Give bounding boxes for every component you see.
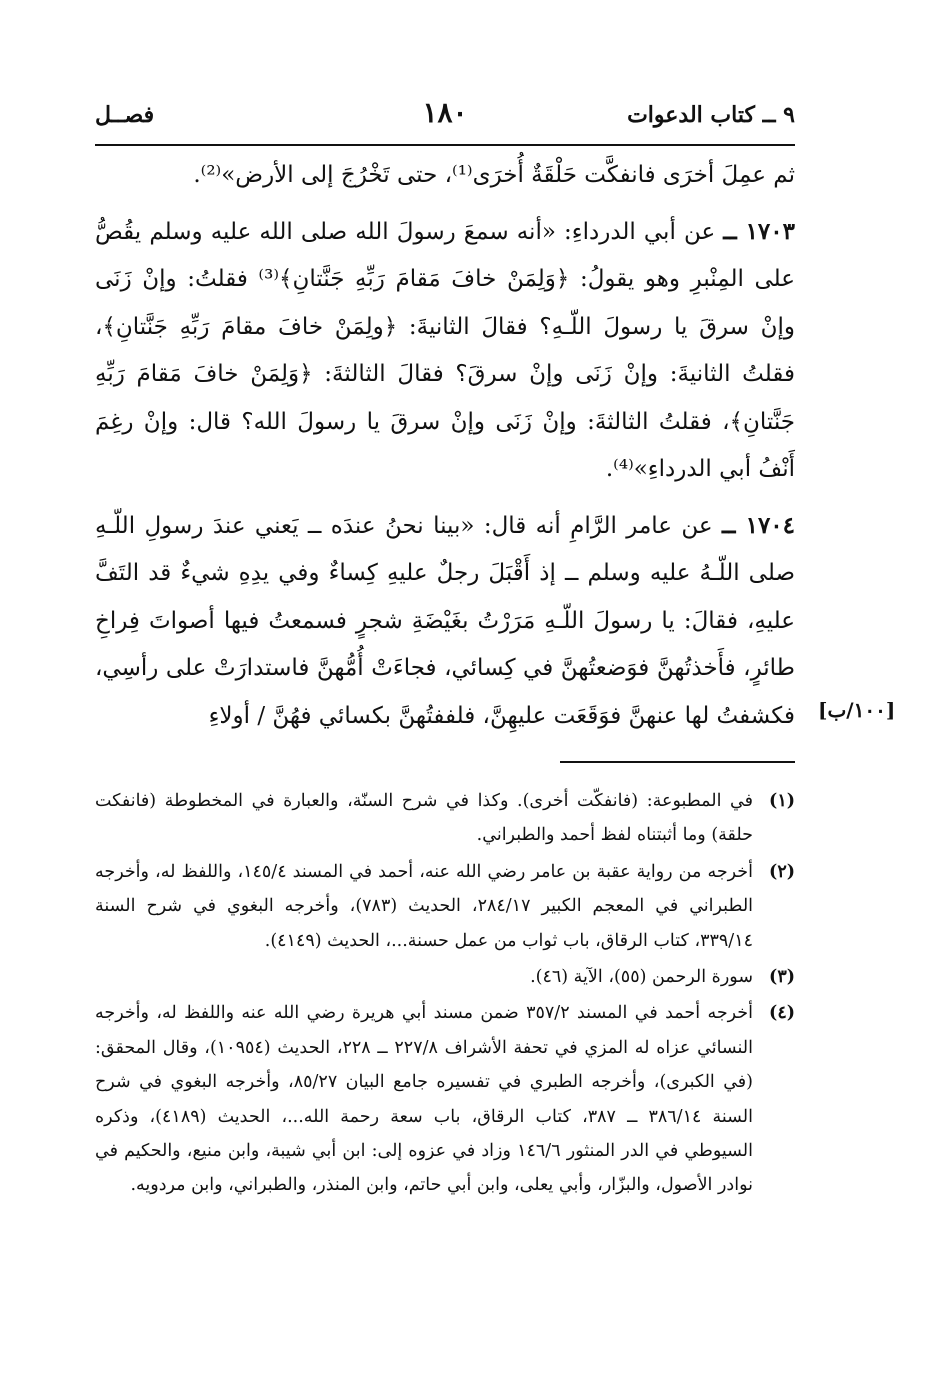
paragraph-continuation <box>95 152 795 200</box>
footnote-text: في المطبوعة: (فانفكّت أخرى). وكذا في شرح السنّة، والعبارة في المخطوطة (فانفكت حلقة) وما أثبتناه لفظ أحمد والطبراني. <box>95 791 753 846</box>
footnote <box>95 784 795 853</box>
paragraph-text: ثم عمِلَ أخرَى فانفكَّت حَلْقَةٌ أُخرَى⁽¹⁾، حتى تَخْرُجَ إلى الأرض»⁽²⁾. <box>193 162 795 188</box>
footnote <box>95 855 795 958</box>
footnote-rule <box>560 761 795 763</box>
paragraph-text: عن عامر الرَّامِ أنه قال: «بينا نحنُ عندَه ــ يَعني عندَ رسولِ اللّـهِ صلى اللّـهُ عليه وسلم ــ إذ أَقْبَلَ رجلٌ عليهِ كِساءٌ وفي يدِهِ شيءٌ قد التَفَّ عليهِ، فقالَ: يا رسولَ اللّـهِ مَرَرْتُ بغَيْضَةِ شجرٍ فسمعتُ فيها أصواتَ فِراخِ طائرٍ، فأَخذتُهنَّ فوَضعتُهنَّ في كِسائي، فجاءَتْ أُمُّهنَّ فاستدارَتْ على رأسِي، فكشفتُ لها عنهنَّ فوَقَعَت عليهِنَّ، فلففتُهنَّ بكسائي فهُنَّ / أولاءِ <box>95 512 795 729</box>
footnote-number: (٤) <box>769 1003 795 1024</box>
hadith-number: ١٧٠٤ ــ <box>722 511 796 539</box>
manuscript-folio-note: [١٠٠/ب] <box>818 698 896 722</box>
paragraph-text: عن أبي الدرداءِ: «أنه سمعَ رسولَ الله صلى الله عليه وسلم يقُصُّ على المِنْبرِ وهو يقولُ: ﴿وَلِمَنْ خافَ مَقامَ رَبِّهِ جَنَّتانِ﴾⁽³⁾ فقلتُ: وإنْ زَنَى وإنْ سرقَ يا رسولَ اللّـهِ؟ فقالَ الثانيةَ: ﴿ولِمَنْ خافَ مقامَ رَبِّهِ جَنَّتانِ﴾، فقلتُ الثانيةَ: وإنْ زَنَى وإنْ سرقَ؟ فقالَ الثالثةَ: ﴿وَلِمَنْ خافَ مَقامَ رَبِّهِ جَنَّتانِ﴾، فقلتُ الثالثةَ: وإنْ زَنَى وإنْ سرقَ يا رسولَ الله؟ قال: وإنْ رغِمَ أَنْفُ أبي الدرداءِ»⁽⁴⁾. <box>95 218 795 482</box>
footnote-number: (٣) <box>769 967 795 988</box>
footnote-text: أخرجه من رواية عقبة بن عامر رضي الله عنه، أحمد في المسند ١٤٥/٤، واللفظ له، وأخرجه الطبراني في المعجم الكبير ٢٨٤/١٧، الحديث (٧٨٣)، وأخرجه البغوي في شرح السنة ٣٣٩/١٤، كتاب الرقاق، باب ثواب من عمل حسنة...، الحديث (٤١٤٩). <box>95 861 754 951</box>
page-header <box>95 96 795 136</box>
hadith-1703 <box>95 208 795 494</box>
header-rule <box>95 144 795 146</box>
footnote <box>95 960 795 994</box>
hadith-1704 <box>95 502 795 741</box>
running-title: ٩ ــ كتاب الدعوات <box>627 102 795 128</box>
section-heading: فصــل <box>95 102 155 128</box>
footnote-text: سورة الرحمن (٥٥)، الآية (٤٦). <box>530 967 753 988</box>
footnote-number: (١) <box>769 791 795 811</box>
footnote-number: (٢) <box>769 861 795 882</box>
main-text <box>95 152 795 748</box>
page-number: ١٨٠ <box>422 96 468 129</box>
footnote-text: أخرجه أحمد في المسند ٣٥٧/٢ ضمن مسند أبي هريرة رضي الله عنه واللفظ له، وأخرجه النسائي عزاه له المزي في تحفة الأشراف ٢٢٧/٨ ــ ٢٢٨، الحديث (١٠٩٥٤)، وقال المحقق: (في الكبرى)، وأخرجه الطبري في تفسيره جامع البيان ٨٥/٢٧، وأخرجه البغوي في شرح السنة ٣٨٦/١٤ ــ ٣٨٧، كتاب الرقاق، باب سعة رحمة الله...، الحديث (٤١٨٩)، وذكره السيوطي في الدر المنثور ١٤٦/٦ وزاد في عزوه إلى: ابن أبي شيبة، وابن منيع، والحكيم في نوادر الأصول، والبزّار، وأبي يعلى، وابن أبي حاتم، وابن المنذر، والطبراني، وابن مردويه. <box>95 1003 754 1196</box>
footnote <box>95 996 795 1202</box>
footnotes <box>95 784 795 1205</box>
hadith-number: ١٧٠٣ ــ <box>723 217 795 245</box>
